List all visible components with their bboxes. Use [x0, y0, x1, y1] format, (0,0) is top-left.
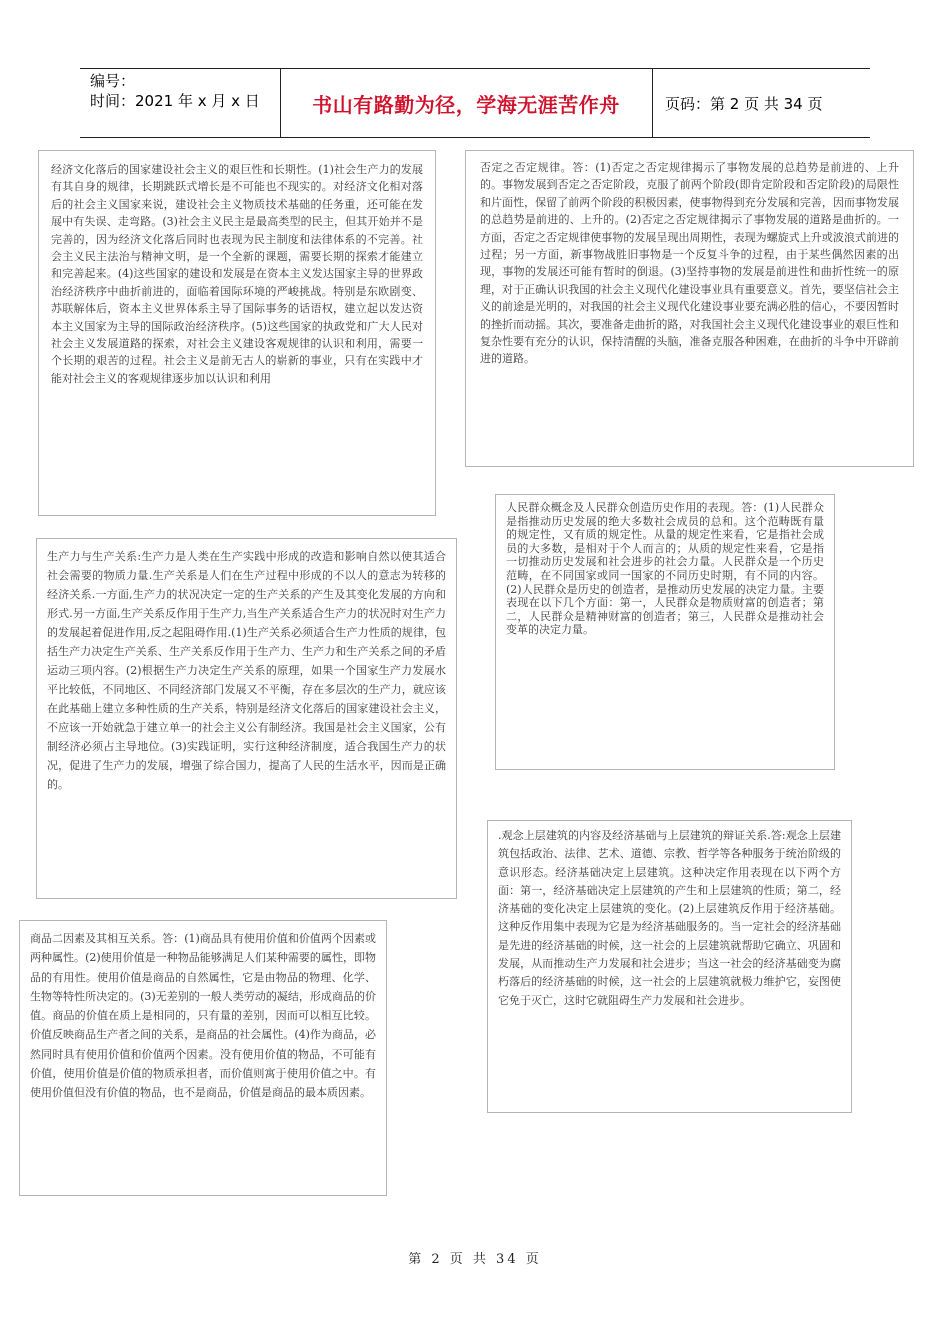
page-footer: 第 2 页 共 34 页: [408, 1252, 542, 1267]
note-box-commodity-factors: [19, 920, 387, 1196]
note-text: 否定之否定规律。答：(1)否定之否定规律揭示了事物发展的总趋势是前进的、上升的。事物发展到否定之否定阶段，克服了前两个阶段(即肯定阶段和否定阶段)的局限性和片面性，保留了前两个阶段的积极因素，使事物得到充分发展和完善，因而事物发展的总趋势是前进的、上升的。(2)否定之否定规律揭示了事物发展的道路是曲折的。一方面，否定之否定规律使事物的发展呈现出周期性，表现为螺旋式上升或波浪式前进的过程；另一方面，新事物战胜旧事物是一个反复斗争的过程，由于某些偶然因素的出现，事物的发展还可能有暂时的倒退。(3)坚持事物的发展是前进性和曲折性统一的原理，对于正确认识我国的社会主义现代化建设事业具有重要意义。首先，要坚信社会主义的前途是光明的，对我国的社会主义现代化建设事业要充满必胜的信心，不要因暂时的挫折而动摇。其次，要准备走曲折的路，对我国社会主义现代化建设事业的艰巨性和复杂性要有充分的认识，保持清醒的头脑，准备克服各种困难，在曲折的斗争中开辟前进的道路。: [480, 161, 899, 366]
document-number-label: 编号：: [90, 72, 136, 90]
note-text: .观念上层建筑的内容及经济基础与上层建筑的辩证关系.答:观念上层建筑包括政治、法律、艺术、道德、宗教、哲学等各种服务于统治阶级的意识形态。经济基础决定上层建筑。这种决定作用表现在以下两个方面：第一，经济基础决定上层建筑的产生和上层建筑的性质；第二，经济基础的变化决定上层建筑的变化。(2)上层建筑反作用于经济基础。这种反作用集中表现为它是为经济基础服务的。当一定社会的经济基础是先进的经济基础的时候，这一社会的上层建筑就帮助它确立、巩固和发展，从而推动生产力发展和社会进步；当这一社会的经济基础变为腐朽落后的经济基础的时候，这一社会的上层建筑就极力维护它，妄图使它免于灭亡，这时它就阻碍生产力发展和社会进步。: [498, 829, 841, 1007]
note-box-people-masses: [495, 494, 835, 770]
header-motto: 书山有路勤为径，学海无涯苦作舟: [312, 92, 620, 117]
header-divider-right: [652, 69, 653, 137]
note-box-socialism-difficulty: [38, 150, 436, 516]
note-text: 经济文化落后的国家建设社会主义的艰巨性和长期性。(1)社会生产力的发展有其自身的规律，长期跳跃式增长是不可能也不现实的。对经济文化相对落后的社会主义国家来说，建设社会主义物质技术基础的任务重，还可能在发展中有失误、走弯路。(3)社会主义民主是最高类型的民主，但其开始并不是完善的，因为经济文化落后同时也表现为民主制度和法律体系的不完善。社会主义民主法治与精神文明，是一个全新的课题，需要长期的探索才能建立和完善起来。(4)这些国家的建设和发展是在资本主义发达国家主导的世界政治经济秩序中曲折前进的，面临着国际环境的严峻挑战。特别是东欧剧变、苏联解体后，资本主义世界体系主导了国际事务的话语权，建立起以发达资本主义国家为主导的国际政治经济秩序。(5)这些国家的执政党和广大人民对社会主义发展道路的探索，对社会主义建设客观规律的认识和利用，需要一个长期的艰苦的过程。社会主义是前无古人的崭新的事业，只有在实践中才能对社会主义的客观规律逐步加以认识和利用: [51, 163, 423, 385]
note-text: 人民群众概念及人民群众创造历史作用的表现。答：(1)人民群众是指推动历史发展的绝大多数社会成员的总和。这个范畴既有量的规定性，又有质的规定性。从量的规定性来看，它是指社会成员的大多数，是相对于个人而言的；从质的规定性来看，它是指一切推动历史发展和社会进步的社会力量。人民群众是一个历史范畴，在不同国家或同一国家的不同历史时期，有不同的内容。(2)人民群众是历史的创造者，是推动历史发展的决定力量。主要表现在以下几个方面：第一，人民群众是物质财富的创造者；第二，人民群众是精神财富的创造者；第三，人民群众是推动社会变革的决定力量。: [506, 501, 824, 637]
note-box-negation-law: [465, 150, 914, 467]
page-header: [80, 68, 870, 138]
header-meta: [90, 71, 280, 111]
note-box-superstructure: [487, 820, 852, 1113]
document-date: 时间：2021 年 x 月 x 日: [90, 92, 260, 110]
note-text: 商品二因素及其相互关系。答：(1)商品具有使用价值和价值两个因素或两种属性。(2)使用价值是一种物品能够满足人们某种需要的属性，即物品的有用性。使用价值是商品的自然属性，它是由物品的物理、化学、生物等特性所决定的。(3)无差别的一般人类劳动的凝结，形成商品的价值。商品的价值在质上是相同的，只有量的差别，因而可以相互比较。价值反映商品生产者之间的关系，是商品的社会属性。(4)作为商品，必然同时具有使用价值和价值两个因素。没有使用价值的物品，不可能有价值，使用价值是价值的物质承担者，而价值则寓于使用价值之中。有使用价值但没有价值的物品，也不是商品，价值是商品的最本质因素。: [30, 932, 376, 1100]
note-text: 生产力与生产关系:生产力是人类在生产实践中形成的改造和影响自然以使其适合社会需要的物质力量.生产关系是人们在生产过程中形成的不以人的意志为转移的经济关系.一方面,生产力的状况决定一定的生产关系的产生及其变化发展的方向和形式.另一方面,生产关系反作用于生产力,当生产关系适合生产力的状况时对生产力的发展起着促进作用,反之起阻碍作用.(1)生产关系必须适合生产力性质的规律，包括生产力决定生产关系、生产关系反作用于生产力、生产力和生产关系之间的矛盾运动三项内容。(2)根据生产力决定生产关系的原理，如果一个国家生产力发展水平比较低，不同地区、不同经济部门发展又不平衡，存在多层次的生产力，就应该在此基础上建立多种性质的生产关系，特别是经济文化落后的国家建设社会主义，不应该一开始就急于建立单一的社会主义公有制经济。我国是社会主义国家，公有制经济必须占主导地位。(3)实践证明，实行这种经济制度，适合我国生产力的状况，促进了生产力的发展，增强了综合国力，提高了人民的生活水平，因而是正确的。: [47, 550, 446, 791]
header-page-info: 页码：第 2 页 共 34 页: [665, 94, 823, 113]
note-box-productive-forces: [36, 538, 457, 899]
